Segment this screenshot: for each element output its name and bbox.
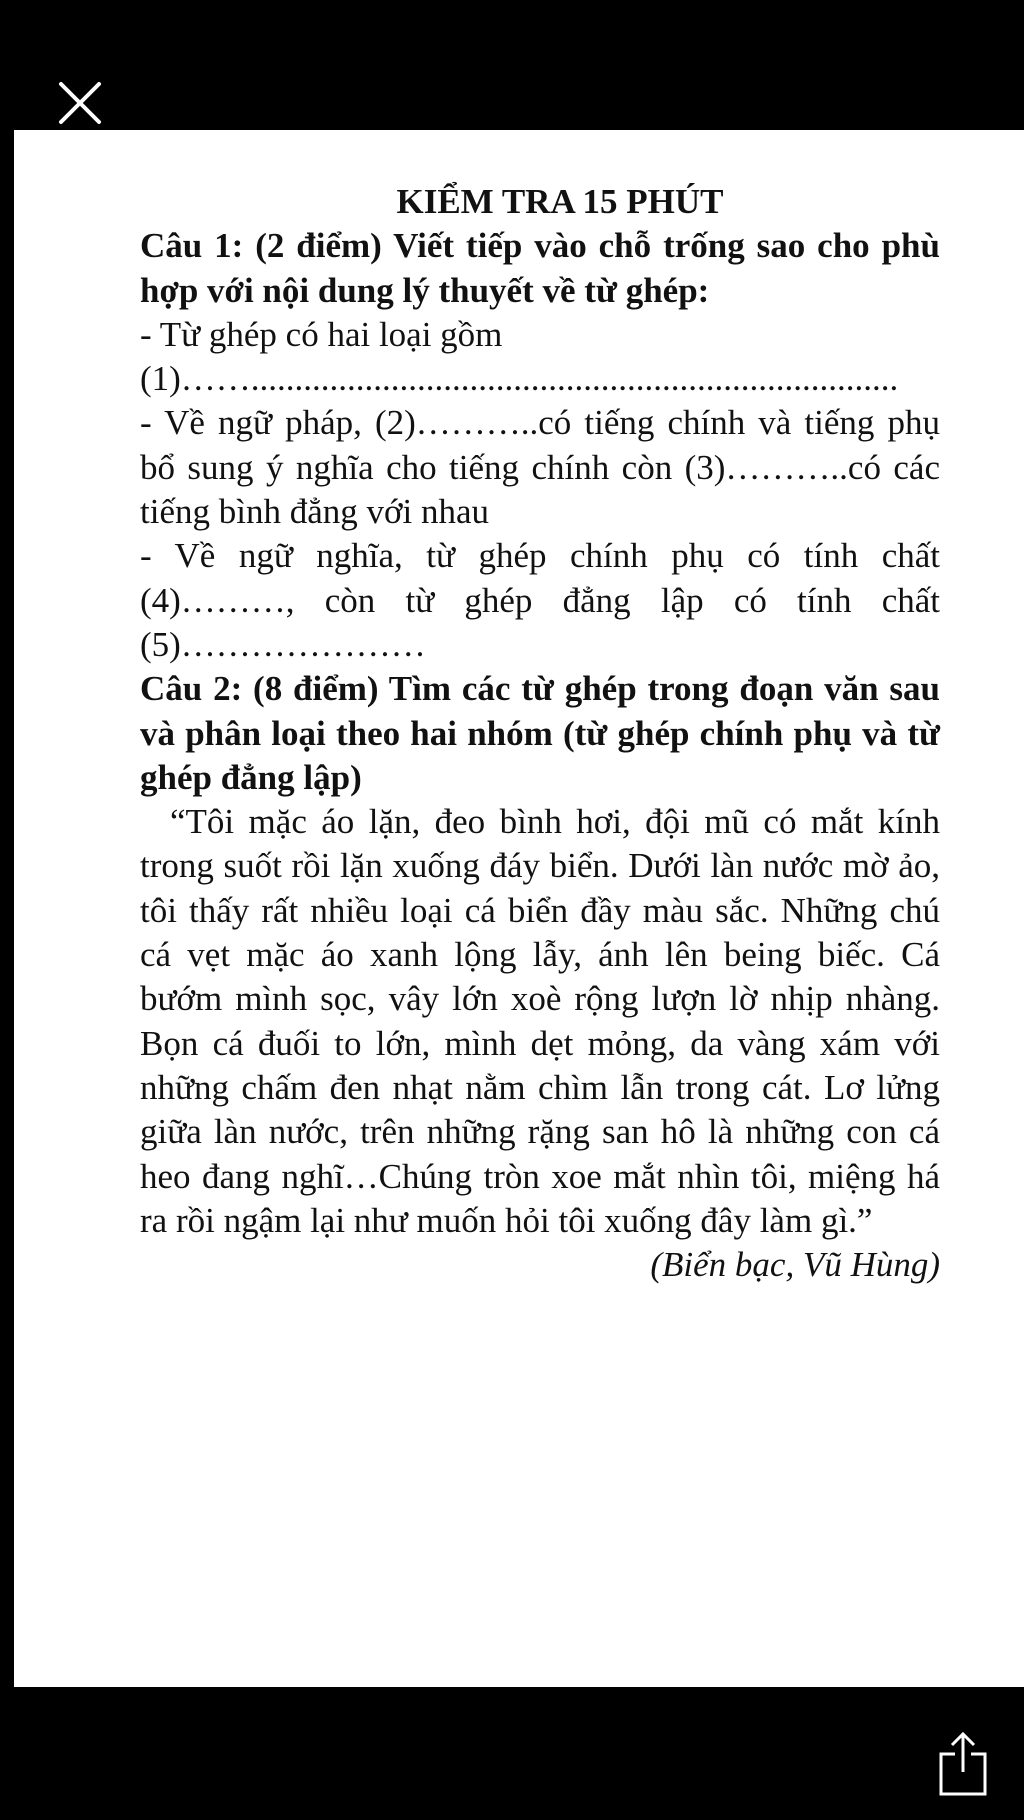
question-1-grammar: - Về ngữ pháp, (2)………..có tiếng chính và tiếng phụ bổ sung ý nghĩa cho tiếng chính còn (3)………..có các tiếng bình đẳng với nhau (140, 403, 940, 532)
close-button[interactable] (55, 78, 105, 128)
share-button[interactable] (935, 1728, 991, 1800)
question-1-heading: Câu 1: (2 điểm) Viết tiếp vào chỗ trống sao cho phù hợp với nội dung lý thuyết về từ ghép: (140, 226, 940, 310)
page-title: KIỂM TRA 15 PHÚT (396, 182, 724, 221)
bottom-toolbar (0, 1687, 1024, 1820)
passage-text: “Tôi mặc áo lặn, đeo bình hơi, đội mũ có mắt kính trong suốt rồi lặn xuống đáy biển. Dưới làn nước mờ ảo, tôi thấy rất nhiều loại cá biển đầy màu sắc. Những chú cá vẹt mặc áo xanh lộng lẫy, ánh lên being biếc. Cá bướm mình sọc, vây lớn xoè rộng lượn lờ nhịp nhàng. Bọn cá đuối to lớn, mình dẹt mỏng, da vàng xám với những chấm đen nhạt nằm chìm lẫn trong cát. Lơ lửng giữa làn nước, trên những rặng san hô là những con cá heo đang nghĩ…Chúng tròn xoe mắt nhìn tôi, miệng há ra rồi ngậm lại như muốn hỏi tôi xuống đây làm gì.” (140, 802, 940, 1240)
question-1-blank-1: (1)…….......................................................................... (140, 359, 899, 399)
close-icon (55, 78, 105, 128)
question-1-semantics: - Về ngữ nghĩa, từ ghép chính phụ có tính chất (4)………, còn từ ghép đẳng lập có tính chất (5)………………… (140, 536, 940, 664)
top-toolbar (0, 0, 1024, 130)
document-image (14, 130, 1024, 1687)
question-1-line: - Từ ghép có hai loại gồm (140, 314, 503, 354)
share-icon (935, 1728, 991, 1800)
passage-source: (Biển bạc, Vũ Hùng) (650, 1245, 940, 1285)
question-2-heading: Câu 2: (8 điểm) Tìm các từ ghép trong đoạn văn sau và phân loại theo hai nhóm (từ ghép chính phụ và từ ghép đẳng lập) (140, 669, 940, 797)
exam-sheet (140, 180, 940, 1287)
